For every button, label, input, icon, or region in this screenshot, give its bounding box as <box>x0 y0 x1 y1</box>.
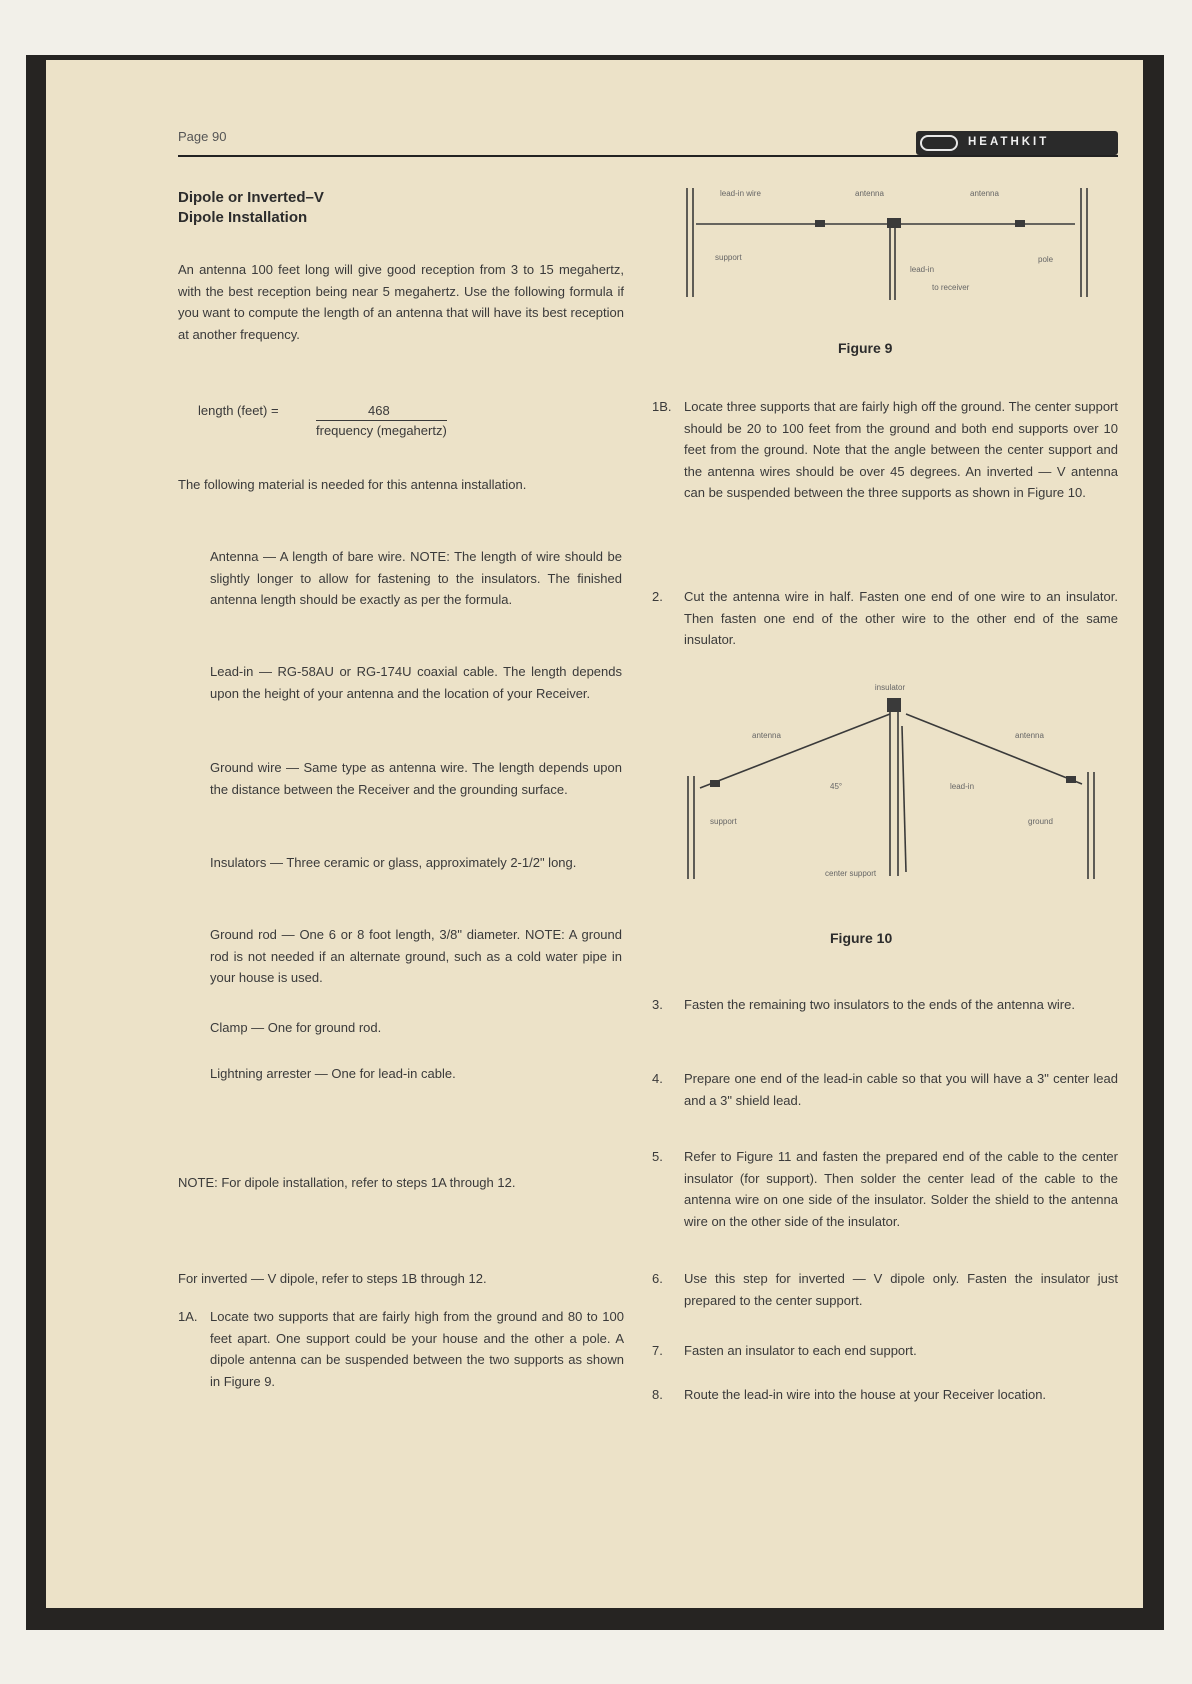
material-insulators: Insulators — Three ceramic or glass, approximately 2-1/2" long. <box>210 855 577 870</box>
formula <box>198 400 498 438</box>
step-6 <box>652 1268 1118 1318</box>
figure-9-caption: Figure 9 <box>838 340 893 356</box>
svg-text:lead-in: lead-in <box>950 782 975 791</box>
header-rule <box>178 155 1118 157</box>
svg-text:lead-in wire: lead-in wire <box>720 189 761 198</box>
material-ground-wire: Ground wire — Same type as antenna wire. The length depends upon the distance between the Receiver and the grounding surface. <box>210 760 622 797</box>
step-number: 1A. <box>178 1309 198 1324</box>
svg-text:antenna: antenna <box>855 189 884 198</box>
material-lead-in: Lead-in — RG-58AU or RG-174U coaxial cable. The length depends upon the height of your antenna and the location of your Receiver. <box>210 664 622 701</box>
step-text: Cut the antenna wire in half. Fasten one end of one wire to an insulator. Then fasten one end of the other wire to the other end of the same insulator. <box>684 589 1118 647</box>
formula-numerator: 468 <box>368 403 390 418</box>
svg-text:center support: center support <box>825 869 877 878</box>
figure-9-dipole-diagram <box>680 182 1100 304</box>
note-dipole: NOTE: For dipole installation, refer to steps 1A through 12. <box>178 1175 516 1190</box>
step-3 <box>652 994 1118 1044</box>
svg-text:to receiver: to receiver <box>932 283 970 292</box>
step-text: Fasten an insulator to each end support. <box>684 1343 917 1358</box>
svg-text:antenna: antenna <box>970 189 999 198</box>
materials-intro: The following material is needed for this antenna installation. <box>178 477 527 492</box>
step-text: Prepare one end of the lead-in cable so that you will have a 3" center lead and a 3" shield lead. <box>684 1071 1118 1108</box>
step-text: Locate two supports that are fairly high from the ground and 80 to 100 feet apart. One support could be your house and the other a pole. A dipole antenna can be suspended between the two supports as shown in Figure 9. <box>210 1309 624 1389</box>
step-text: Locate three supports that are fairly high off the ground. The center support should be 20 to 100 feet from the ground and both end supports over 10 feet from the ground. Note that the angle between the center support and the antenna wires should be over 45 degrees. An inverted — V antenna can be suspended between the three supports as shown in Figure 10. <box>684 399 1118 500</box>
logo-oval-icon <box>920 135 958 151</box>
heathkit-logo <box>916 131 1118 155</box>
step-number: 2. <box>652 589 663 604</box>
step-number: 6. <box>652 1271 663 1286</box>
material-ground-rod: Ground rod — One 6 or 8 foot length, 3/8" diameter. NOTE: A ground rod is not needed if an alternate ground, such as a cold water pipe in your house is used. <box>210 927 622 985</box>
svg-text:pole: pole <box>1038 255 1054 264</box>
svg-text:antenna: antenna <box>752 731 781 740</box>
intro-paragraph: An antenna 100 feet long will give good reception from 3 to 15 megahertz, with the best reception being near 5 megahertz. Use the following formula if you want to compute the length of an antenna that will have its best reception at another frequency. <box>178 262 624 342</box>
step-8 <box>652 1384 1118 1434</box>
section-title-line1: Dipole or Inverted–V <box>178 189 324 206</box>
svg-text:insulator: insulator <box>874 683 906 692</box>
step-4 <box>652 1068 1118 1118</box>
step-text: Fasten the remaining two insulators to the ends of the antenna wire. <box>684 997 1075 1012</box>
step-5 <box>652 1146 1118 1246</box>
step-1b <box>652 396 1118 546</box>
svg-text:lead-in: lead-in <box>910 265 935 274</box>
material-clamp: Clamp — One for ground rod. <box>210 1020 382 1035</box>
step-number: 3. <box>652 997 663 1012</box>
step-number: 7. <box>652 1343 663 1358</box>
formula-lhs: length (feet) = <box>198 403 279 418</box>
figure-10-inverted-v-diagram <box>680 676 1100 886</box>
formula-denominator: frequency (megahertz) <box>316 420 447 440</box>
step-number: 1B. <box>652 399 672 414</box>
svg-text:45°: 45° <box>830 782 843 791</box>
step-7 <box>652 1340 1118 1366</box>
step-number: 8. <box>652 1387 663 1402</box>
svg-text:antenna: antenna <box>1015 731 1044 740</box>
step-number: 5. <box>652 1149 663 1164</box>
svg-text:support: support <box>715 253 742 262</box>
svg-text:ground: ground <box>1028 817 1053 826</box>
step-1a <box>178 1306 624 1396</box>
figure-10-caption: Figure 10 <box>830 930 893 946</box>
step-number: 4. <box>652 1071 663 1086</box>
step-text: Route the lead-in wire into the house at your Receiver location. <box>684 1387 1047 1402</box>
svg-text:support: support <box>710 817 737 826</box>
material-lightning-arrester: Lightning arrester — One for lead-in cable. <box>210 1066 456 1081</box>
logo-text: HEATHKIT <box>968 136 1050 148</box>
page-number: Page 90 <box>178 129 227 144</box>
note-inverted-v: For inverted — V dipole, refer to steps 1B through 12. <box>178 1271 487 1286</box>
step-2 <box>652 586 1118 654</box>
material-antenna: Antenna — A length of bare wire. NOTE: The length of wire should be slightly longer to allow for fastening to the insulators. The finished antenna length should be exactly as per the formula. <box>210 549 622 607</box>
section-title-line2: Dipole Installation <box>178 209 308 226</box>
step-text: Refer to Figure 11 and fasten the prepared end of the cable to the center insulator (for support). Then solder the center lead of the cable to the antenna wire on one side of the insulator. Solder the shield to the antenna wire on the other side of the insulator. <box>684 1149 1118 1229</box>
step-text: Use this step for inverted — V dipole only. Fasten the insulator just prepared to the center support. <box>684 1271 1118 1308</box>
